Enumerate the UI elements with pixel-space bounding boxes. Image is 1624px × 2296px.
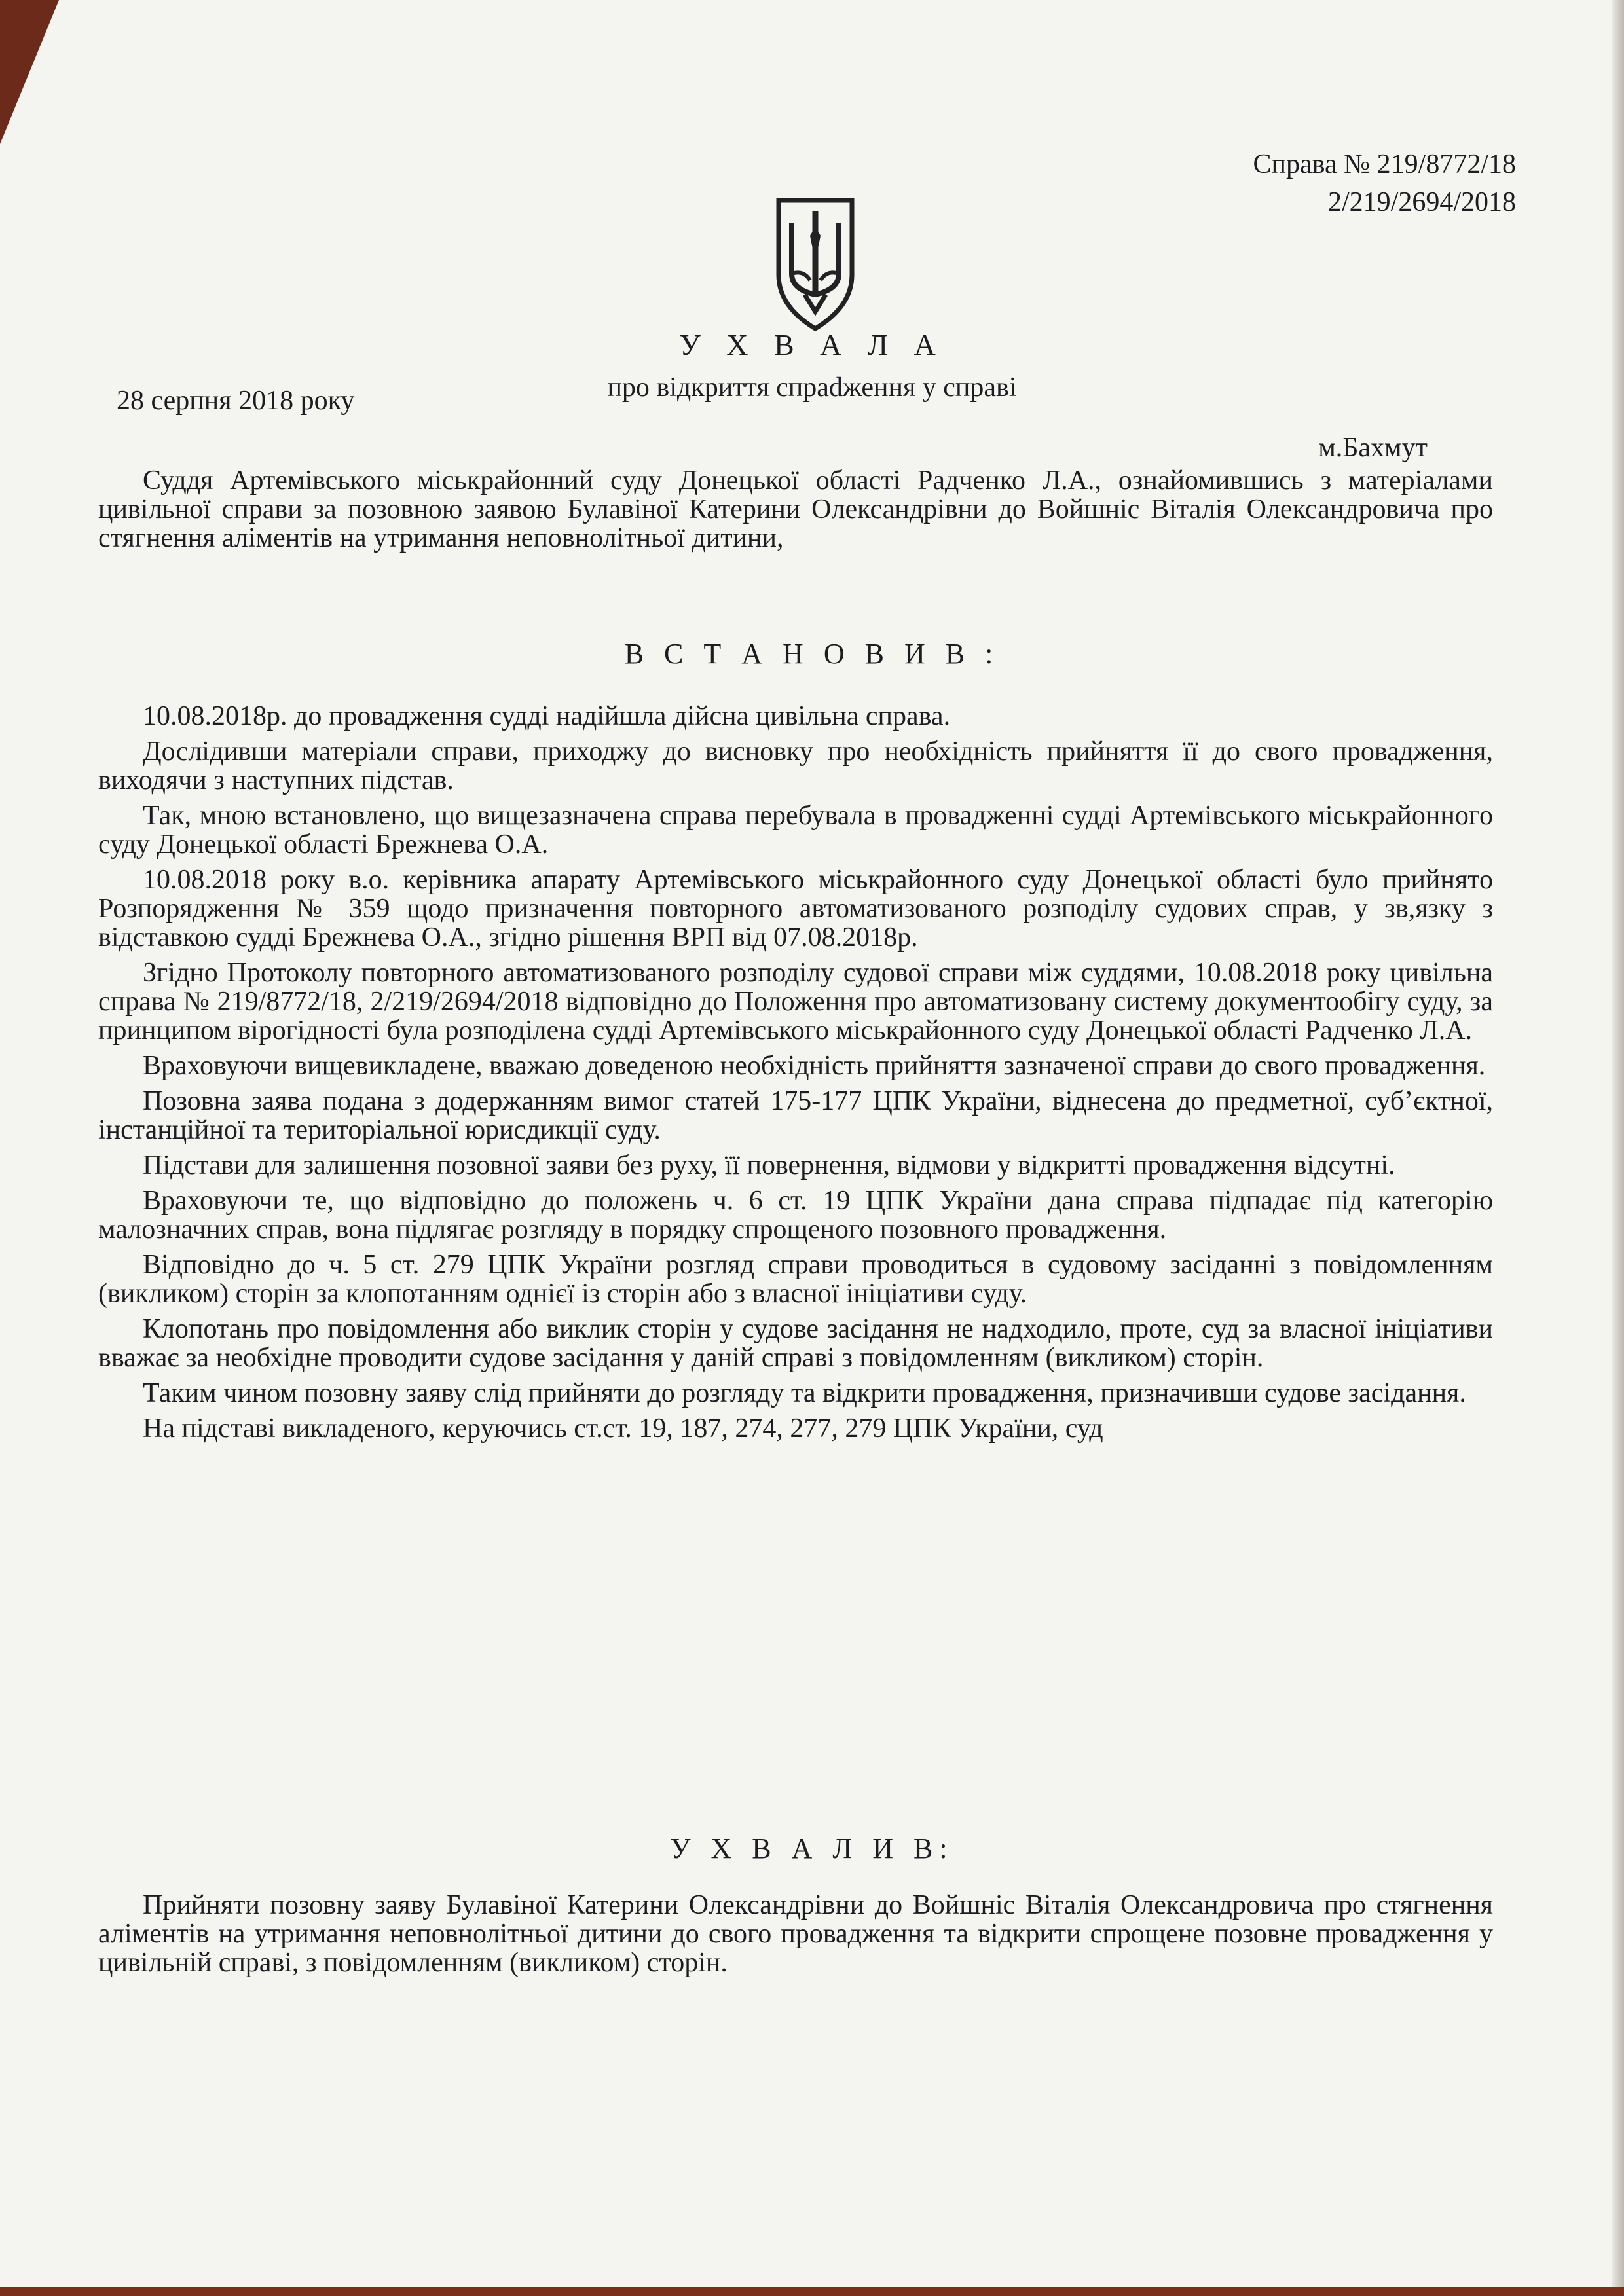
paragraph: Таким чином позовну заяву слід прийняти до розгляду та відкрити провадження, призначивши судове засідання. xyxy=(143,1378,1466,1408)
scan-edge-bottom xyxy=(0,2287,1624,2296)
heading-established: В С Т А Н О В И В : xyxy=(624,638,1000,670)
intro-paragraph: Суддя Артемівського міськрайонний суду Донецької області Радченко Л.А., ознайомившись з матеріалами цивільної справи за позовною заявою Булавіної Катерини Олександрівни до Войшніс Віталія Олександровича про стягнення аліментів на утримання неповнолітньої дитини, xyxy=(98,465,1493,553)
case-number-line-1: Справа № 219/8772/18 xyxy=(1253,149,1516,179)
paragraph: Враховуючи те, що відповідно до положень ч. 6 ст. 19 ЦПК України дана справа підпадає під категорію малозначних справ, вона підлягає розгляду в порядку спрощеного позовного провадження. xyxy=(98,1186,1493,1245)
document-title: У Х В А Л А xyxy=(679,328,945,361)
paragraph: Дослідивши матеріали справи, приходжу до висновку про необхідність прийняття її до свого провадження, виходячи з наступних підстав. xyxy=(98,737,1493,795)
paragraph: Відповідно до ч. 5 ст. 279 ЦПК України розгляд справи проводиться в судовому засіданні з повідомленням (викликом) сторін за клопотанням однієї із сторін або з власної ініціативи суду. xyxy=(98,1250,1493,1309)
paragraph: 10.08.2018 року в.о. керівника апарату Артемівського міськрайонного суду Донецької області було прийнято Розпорядження № 359 щодо призначення повторного автоматизованого розподілу судових справ, у зв,язку з відставкою судді Брежнева О.А., згідно рішення ВРП від 07.08.2018р. xyxy=(98,865,1493,953)
paragraph: На підставі викладеного, керуючись ст.ст. 19, 187, 274, 277, 279 ЦПК України, суд xyxy=(143,1413,1103,1444)
intro-block xyxy=(98,466,1493,553)
document-date: 28 серпня 2018 року xyxy=(117,386,355,416)
paragraph: Згідно Протоколу повторного автоматизованого розподілу судової справи між суддями, 10.08.2018 року цивільна справа № 219/8772/18, 2/219/2694/2018 відповідно до Положення про автоматизовану систему документообігу суду, за принципом вірогідності була розподілена судді Артемівського міськрайонного суду Донецької області Радченко Л.А. xyxy=(98,958,1493,1046)
paragraph: Так, мною встановлено, що вищезазначена справа перебувала в провадженні судді Артемівського міськрайонного суду Донецької області Брежнева О.А. xyxy=(98,801,1493,860)
heading-ruled: У Х В А Л И В: xyxy=(670,1832,954,1865)
ukraine-trident-emblem-icon xyxy=(769,196,861,334)
document-city: м.Бахмут xyxy=(1318,433,1428,463)
document-subtitle: про відкриття спраdження у справі xyxy=(607,373,1017,403)
established-block xyxy=(98,702,1493,1449)
paragraph: Враховуючи вищевикладене, вважаю доведеною необхідність прийняття зазначеної справи до свого провадження. xyxy=(143,1051,1486,1081)
paragraph: 10.08.2018р. до провадження судді надійшла дійсна цивільна справа. xyxy=(143,701,951,731)
paragraph: Клопотань про повідомлення або виклик сторін у судове засідання не надходило, проте, суд за власної ініціативи вважає за необхідне проводити судове засідання у даній справі з повідомленням (викликом) сторін. xyxy=(98,1314,1493,1373)
case-number-line-2: 2/219/2694/2018 xyxy=(1327,187,1516,217)
ruling-paragraph: Прийняти позовну заяву Булавіної Катерини Олександрівни до Войшніс Віталія Олександровича про стягнення аліментів на утримання неповнолітньої дитини до свого провадження та відкрити спрощене позовне провадження у цивільній справі, з повідомленням (викликом) сторін. xyxy=(98,1890,1493,1978)
ruling-block xyxy=(98,1891,1493,1977)
paragraph: Підстави для залишення позовної заяви без руху, її повернення, відмови у відкритті провадження відсутні. xyxy=(143,1150,1395,1180)
scan-corner-shadow xyxy=(0,0,59,144)
paragraph: Позовна заява подана з додержанням вимог статей 175-177 ЦПК України, віднесена до предметної, суб’єктної, інстанційної та територіальної юрисдикції суду. xyxy=(98,1086,1493,1145)
case-number-block xyxy=(1253,145,1516,221)
